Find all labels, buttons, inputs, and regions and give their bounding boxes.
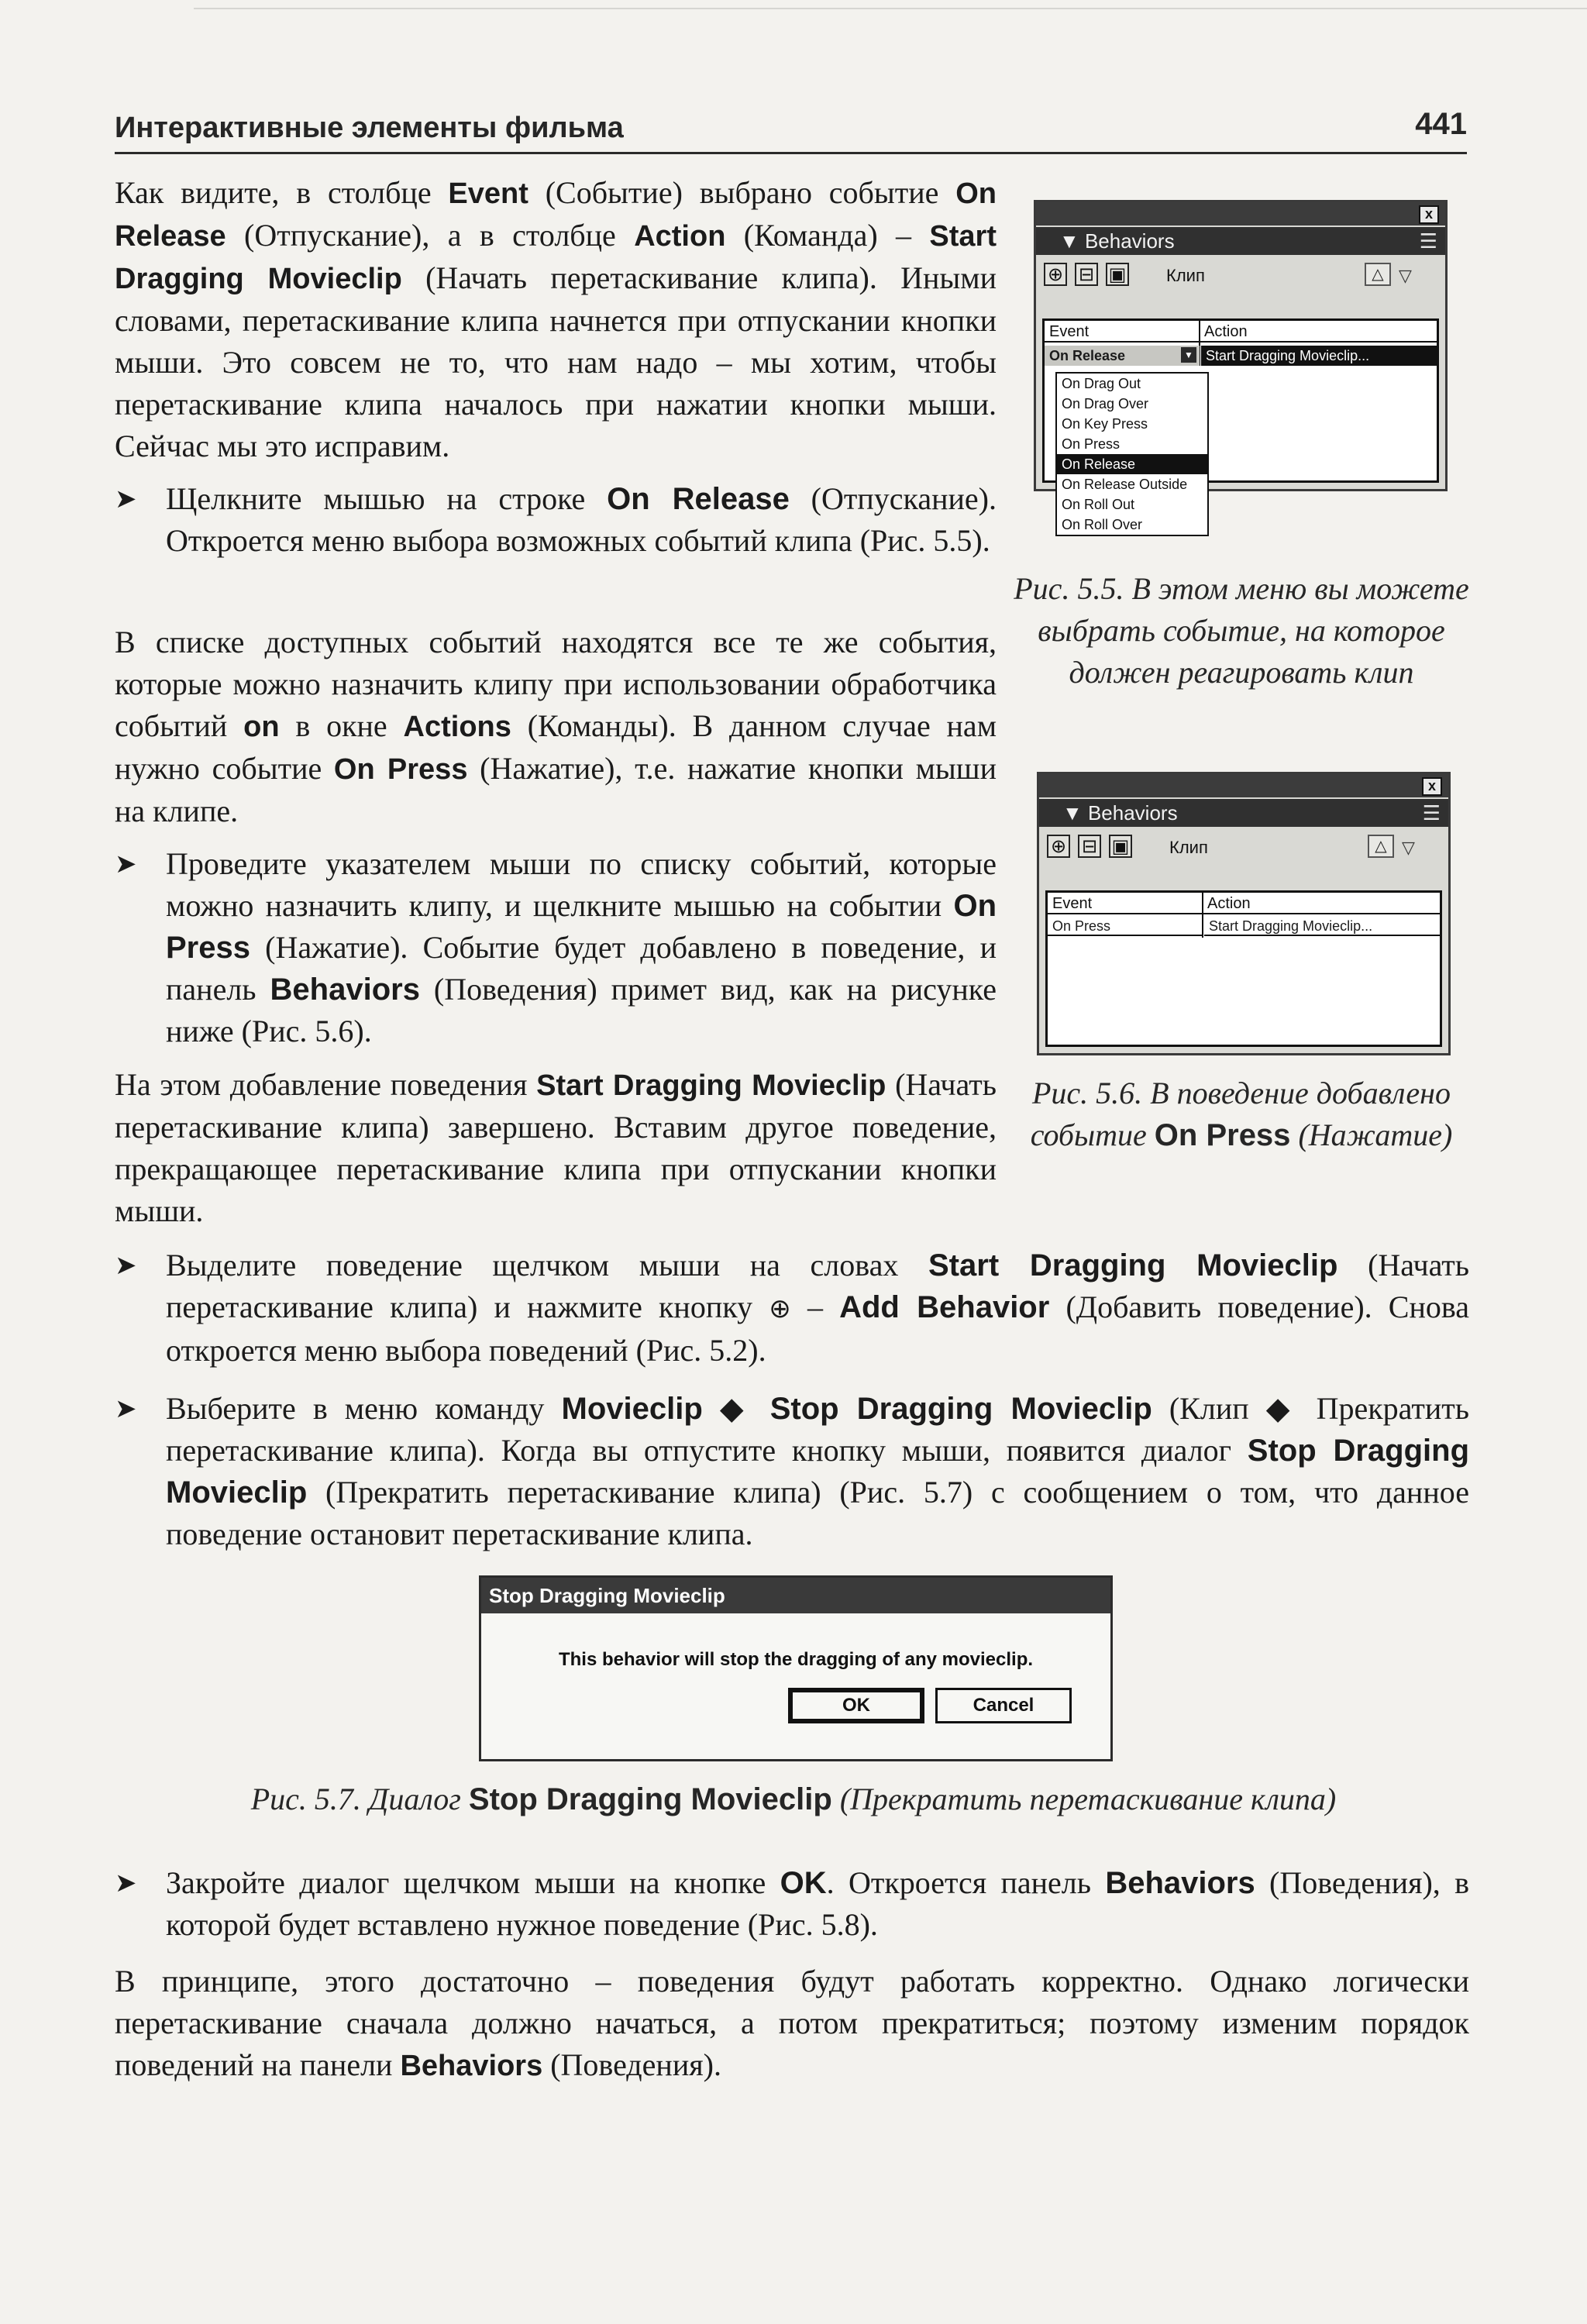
text: Рис. 5.7. Диалог (250, 1782, 469, 1816)
term-on: on (243, 711, 280, 743)
text: (Начать перетаскивание клипа). Иными словами, перетаскивание клипа начнется при отпускании кнопки мыши. Это совсем не то, что нам надо – мы хотим, чтобы перетаскивание клипа началось при нажатии кнопки мыши. Сейчас мы это исправим. (115, 260, 997, 463)
move-up-icon[interactable]: △ (1368, 835, 1394, 858)
action-cell[interactable]: Start Dragging Movieclip... (1201, 346, 1437, 366)
bullet-5 (115, 1862, 1469, 1946)
text: В списке доступных событий находятся все те же события, которые можно назначить клипу при использовании обработчика событий (115, 625, 997, 743)
add-behavior-icon: ⊕ (769, 1293, 791, 1324)
bullet-3 (115, 1245, 1470, 1372)
text: (Поведения) примет вид, как на рисунке ниже (Рис. 5.6). (166, 972, 997, 1048)
text: (Событие) выбрано событие (528, 175, 956, 210)
menu-item-selected[interactable]: On Release (1057, 454, 1207, 474)
column-header-action[interactable]: Action (1203, 893, 1440, 914)
term-behaviors: Behaviors (400, 2050, 543, 2082)
menu-item[interactable]: On Roll Over (1062, 517, 1143, 532)
term-stop-dragging: Stop Dragging Movieclip (166, 1434, 1469, 1510)
text: (Добавить поведение). Снова откроется меню выбора поведений (Рис. 5.2). (166, 1289, 1470, 1368)
text: Закройте диалог щелчком мыши на кнопке (166, 1865, 780, 1900)
menu-separator: ◆ (702, 1391, 770, 1426)
text: (Поведения), в которой будет вставлено нужное поведение (Рис. 5.8). (166, 1865, 1469, 1942)
menu-item[interactable]: On Key Press (1062, 416, 1148, 432)
ok-button[interactable]: OK (788, 1688, 924, 1723)
panel-toolbar (1039, 828, 1448, 867)
dialog-message: This behavior will stop the dragging of any movieclip. (558, 1649, 1034, 1670)
menu-item[interactable]: On Press (1062, 436, 1121, 452)
panel-title-text: ▼ Behaviors (1059, 229, 1175, 253)
panel-toolbar (1036, 257, 1445, 295)
target-label: Клип (1166, 266, 1205, 285)
text: Щелкните мышью на строке (166, 481, 608, 516)
panel-close-bar (1039, 774, 1448, 797)
term-actions: Actions (403, 711, 511, 743)
add-behavior-icon[interactable]: ⊕ (1047, 835, 1070, 858)
paragraph-4 (115, 1961, 1469, 2087)
text: (Отпускание). Откроется меню выбора возможных событий клипа (Рис. 5.5). (166, 481, 997, 558)
text: в окне (279, 708, 404, 743)
action-cell[interactable]: Start Dragging Movieclip... (1204, 916, 1440, 936)
cancel-button[interactable]: Cancel (935, 1688, 1072, 1723)
paragraph-3 (115, 1064, 997, 1232)
term-on-press: On Press (166, 889, 997, 965)
bullet-marker: ➤ (115, 1868, 137, 1899)
remove-behavior-icon[interactable]: ⊟ (1075, 263, 1098, 286)
text: (Прекратить перетаскивание клипа) (Рис. 5.7) с сообщением о том, что данное поведение остановит перетаскивание клипа. (166, 1475, 1469, 1551)
bullet-marker: ➤ (115, 849, 137, 880)
term-event: Event (448, 177, 528, 210)
text: (Команда) – (725, 218, 930, 253)
text: (Поведения). (542, 2047, 721, 2082)
term-ok: OK (780, 1866, 827, 1900)
target-label: Клип (1169, 838, 1208, 857)
event-menu (1055, 372, 1209, 536)
options-menu-icon[interactable]: ☰ (1422, 801, 1441, 825)
term-add-behavior: Add Behavior (839, 1290, 1050, 1324)
figure-caption-5-6 (1007, 1072, 1475, 1156)
panel-title[interactable] (1036, 227, 1445, 255)
term-on-release: On Release (115, 177, 997, 253)
menu-item[interactable]: On Drag Out (1062, 376, 1141, 391)
text: – (790, 1289, 840, 1324)
menu-item[interactable]: On Drag Over (1062, 396, 1149, 411)
figure-caption-5-7 (116, 1778, 1471, 1820)
text: (Команды). В данном случае нам нужно событие (115, 708, 997, 786)
bullet-4 (115, 1388, 1470, 1555)
bullet-marker: ➤ (115, 1393, 137, 1424)
text: . Откроется панель (826, 1865, 1106, 1900)
move-up-icon[interactable]: △ (1365, 263, 1391, 286)
text: (Прекратить перетаскивание клипа) (831, 1782, 1337, 1816)
term-start-dragging: Start Dragging Movieclip (928, 1248, 1338, 1283)
menu-item[interactable]: On Roll Out (1062, 497, 1135, 512)
text: (Начать перетаскивание клипа) и нажмите кнопку (166, 1248, 1470, 1324)
scan-edge-line (194, 8, 1587, 9)
text: (Нажатие), т.е. нажатие кнопки мыши на клипе. (115, 751, 997, 828)
column-header-event[interactable]: Event (1045, 321, 1200, 343)
text: На этом добавление поведения (115, 1067, 537, 1102)
text: Выделите поведение щелчком мыши на словах (166, 1248, 928, 1283)
bullet-1 (115, 478, 997, 562)
term-start-dragging: Start Dragging Movieclip (536, 1069, 886, 1102)
text: Проведите указателем мыши по списку событий, которые можно назначить клипу, и щелкните мышью на событии (166, 846, 997, 923)
text: В принципе, этого достаточно – поведения будут работать корректно. Однако логически перетаскивание сначала должно начаться, а потом прекратиться; поэтому изменим порядок поведений на панели (115, 1964, 1469, 2082)
text: (Начать перетаскивание клипа) завершено. Вставим другое поведение, прекращающее перетаскивание клипа при отпускании кнопки мыши. (115, 1067, 997, 1228)
event-cell[interactable]: On Press (1048, 916, 1203, 936)
stop-dragging-dialog (479, 1575, 1113, 1761)
bullet-marker: ➤ (115, 484, 137, 515)
chapter-title: Интерактивные элементы фильма (115, 112, 624, 144)
term-behaviors: Behaviors (1105, 1866, 1255, 1900)
menu-item[interactable]: On Release Outside (1062, 477, 1188, 492)
page-number: 441 (1415, 107, 1467, 141)
term-start-dragging: Start Dragging Movieclip (115, 220, 997, 295)
term-behaviors: Behaviors (270, 973, 420, 1007)
close-icon[interactable]: x (1419, 205, 1439, 224)
event-cell[interactable] (1045, 346, 1200, 366)
movieclip-icon: ▣ (1106, 263, 1129, 286)
term-movieclip: Movieclip (561, 1392, 703, 1426)
move-down-icon[interactable]: ▽ (1402, 838, 1415, 857)
dialog-title[interactable]: Stop Dragging Movieclip (481, 1578, 1110, 1613)
paragraph-1 (115, 172, 997, 467)
close-icon[interactable]: x (1422, 777, 1442, 796)
text: (Нажатие). Событие будет добавлено в поведение, и панель (166, 930, 997, 1007)
running-head (115, 107, 1467, 154)
term-on-press: On Press (1154, 1118, 1291, 1152)
panel-title-text: ▼ Behaviors (1062, 801, 1178, 825)
remove-behavior-icon[interactable]: ⊟ (1078, 835, 1101, 858)
column-header-action[interactable]: Action (1200, 321, 1437, 343)
add-behavior-icon[interactable]: ⊕ (1044, 263, 1067, 286)
text: (Отпускание), а в столбце (225, 218, 635, 253)
panel-close-bar (1036, 202, 1445, 226)
text: (Нажатие) (1290, 1117, 1453, 1152)
behaviors-panel-fig56 (1037, 772, 1451, 1055)
term-action: Action (634, 220, 726, 253)
text: Выберите в меню команду (166, 1391, 562, 1426)
term-on-release: On Release (607, 482, 790, 516)
behaviors-table (1045, 890, 1442, 1047)
dropdown-arrow-icon[interactable]: ▼ (1181, 347, 1196, 363)
term-stop-dragging: Stop Dragging Movieclip (769, 1392, 1152, 1426)
column-header-event[interactable]: Event (1048, 893, 1203, 914)
text: Как видите, в столбце (115, 175, 449, 210)
movieclip-icon: ▣ (1109, 835, 1132, 858)
bullet-2 (115, 843, 997, 1052)
move-down-icon[interactable]: ▽ (1399, 266, 1412, 285)
panel-title[interactable] (1039, 799, 1448, 827)
term-on-press: On Press (333, 753, 468, 786)
options-menu-icon[interactable]: ☰ (1419, 229, 1437, 253)
figure-caption-5-5: Рис. 5.5. В этом меню вы можете выбрать событие, на которое должен реагировать клип (1014, 571, 1469, 690)
bullet-marker: ➤ (115, 1250, 137, 1281)
text: (Клип ◆ Прекратить перетаскивание клипа). Когда вы отпустите кнопку мыши, появится диалог (166, 1391, 1470, 1468)
event-cell-text: On Release (1049, 348, 1126, 363)
text: Рис. 5.6. В поведение добавлено событие (1030, 1076, 1451, 1152)
paragraph-2 (115, 621, 997, 832)
term-stop-dragging: Stop Dragging Movieclip (468, 1782, 832, 1816)
